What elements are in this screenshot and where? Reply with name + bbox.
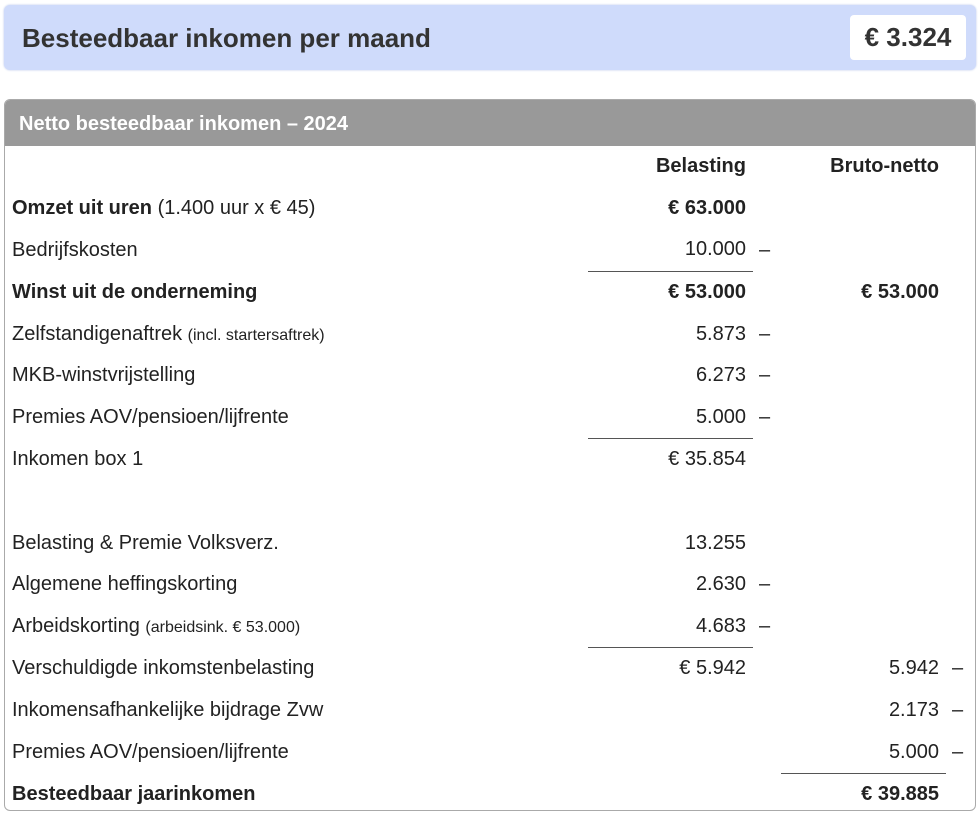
row-label-text: Arbeidskorting — [12, 615, 140, 638]
row-label-text: MKB-winstvrijstelling — [12, 364, 196, 387]
minus-sign: – — [759, 322, 771, 345]
card-title: Netto besteedbaar inkomen – 2024 — [5, 100, 975, 146]
row-label-text: Omzet uit uren — [12, 196, 153, 219]
row-label — [5, 271, 588, 313]
bruto-netto-value — [781, 355, 946, 397]
minus-sign: – — [952, 657, 964, 680]
belasting-value: € 35.854 — [668, 448, 746, 471]
bruto-netto-value — [781, 188, 946, 230]
row-label-text: Zelfstandigenaftrek — [12, 322, 183, 345]
row-note: (1.400 uur x € 45) — [157, 196, 316, 219]
row-label-text: Bedrijfskosten — [12, 238, 138, 261]
row-label-text: Premies AOV/pensioen/lijfrente — [12, 740, 289, 763]
row-label — [5, 648, 588, 690]
table-row — [5, 439, 975, 481]
minus-sign — [753, 439, 781, 481]
row-label — [5, 188, 588, 230]
minus-sign — [753, 271, 781, 313]
table-row — [5, 313, 975, 355]
minus-sign — [946, 773, 975, 811]
minus-sign — [946, 313, 975, 355]
bruto-netto-value: 5.942 — [888, 657, 939, 680]
bruto-netto-value — [781, 313, 946, 355]
row-label — [5, 397, 588, 439]
minus-sign — [753, 188, 781, 230]
row-label — [5, 564, 588, 606]
minus-sign: – — [952, 740, 964, 763]
belasting-value: € 5.942 — [679, 657, 746, 680]
table-row — [5, 773, 975, 811]
row-label-text: Inkomen box 1 — [12, 448, 144, 471]
bruto-netto-value — [781, 522, 946, 564]
minus-sign — [753, 648, 781, 690]
belasting-value: 10.000 — [588, 229, 753, 271]
monthly-income-banner — [4, 5, 976, 70]
bruto-netto-value — [781, 606, 946, 648]
bruto-netto-value — [781, 564, 946, 606]
bruto-netto-value — [781, 439, 946, 481]
minus-sign — [753, 690, 781, 732]
row-label — [5, 522, 588, 564]
minus-sign — [946, 564, 975, 606]
belasting-value: 5.000 — [588, 397, 753, 439]
bruto-netto-value: 5.000 — [781, 731, 946, 773]
minus-sign — [753, 773, 781, 811]
table-row — [5, 731, 975, 773]
row-label — [5, 773, 588, 811]
belasting-value — [588, 690, 753, 732]
minus-sign — [946, 355, 975, 397]
minus-sign — [946, 229, 975, 271]
table-row — [5, 648, 975, 690]
row-label — [5, 313, 588, 355]
belasting-value — [588, 773, 753, 811]
row-label — [5, 355, 588, 397]
bruto-netto-value: € 39.885 — [861, 783, 939, 806]
table-row — [5, 564, 975, 606]
bruto-netto-value: 2.173 — [888, 699, 939, 722]
row-label-text: Premies AOV/pensioen/lijfrente — [12, 406, 289, 429]
bruto-netto-value — [781, 397, 946, 439]
row-label — [5, 690, 588, 732]
belasting-value: 4.683 — [588, 606, 753, 648]
table-row — [5, 355, 975, 397]
minus-sign — [753, 522, 781, 564]
minus-sign: – — [759, 406, 771, 429]
bruto-netto-value: € 53.000 — [861, 280, 939, 303]
minus-sign: – — [759, 238, 771, 261]
minus-sign — [753, 731, 781, 773]
minus-sign — [946, 271, 975, 313]
row-label-text: Verschuldigde inkomstenbelasting — [12, 657, 315, 680]
row-label — [5, 606, 588, 648]
row-label — [5, 731, 588, 773]
belasting-value — [588, 731, 753, 773]
belasting-value: 6.273 — [695, 364, 746, 387]
row-label — [5, 439, 588, 481]
minus-sign: – — [759, 615, 771, 638]
row-note: (incl. startersaftrek) — [187, 326, 325, 344]
table-header-row — [5, 146, 975, 188]
minus-sign: – — [952, 699, 964, 722]
banner-title: Besteedbaar inkomen per maand — [22, 23, 431, 53]
net-income-card — [4, 99, 976, 811]
belasting-value: 13.255 — [684, 531, 746, 554]
row-label-text: Besteedbaar jaarinkomen — [12, 782, 256, 805]
belasting-value: € 53.000 — [668, 281, 746, 304]
table-row — [5, 188, 975, 230]
belasting-value: € 63.000 — [668, 196, 746, 219]
monthly-income-value: € 3.324 — [850, 15, 966, 60]
minus-sign — [946, 522, 975, 564]
row-label-text: Winst uit de onderneming — [12, 280, 258, 303]
minus-sign: – — [759, 364, 771, 387]
minus-sign — [946, 606, 975, 648]
minus-sign: – — [759, 573, 771, 596]
income-table — [5, 146, 975, 811]
table-row — [5, 271, 975, 313]
row-label-text: Algemene heffingskorting — [12, 573, 238, 596]
row-label-text: Inkomensafhankelijke bijdrage Zvw — [12, 699, 324, 722]
belasting-value: 2.630 — [695, 573, 746, 596]
belasting-value: 5.873 — [695, 322, 746, 345]
row-label-text: Belasting & Premie Volksverz. — [12, 531, 279, 554]
table-row — [5, 690, 975, 732]
row-note: (arbeidsink. € 53.000) — [145, 619, 301, 637]
minus-sign — [946, 439, 975, 481]
minus-sign — [946, 397, 975, 439]
table-row — [5, 397, 975, 439]
table-row — [5, 522, 975, 564]
row-label — [5, 229, 588, 271]
column-header-belasting: Belasting — [655, 155, 746, 178]
column-header-bruto-netto: Bruto-netto — [830, 155, 939, 178]
minus-sign — [946, 188, 975, 230]
spacer-row — [5, 481, 975, 523]
table-row — [5, 229, 975, 271]
bruto-netto-value — [781, 229, 946, 271]
table-row — [5, 606, 975, 648]
